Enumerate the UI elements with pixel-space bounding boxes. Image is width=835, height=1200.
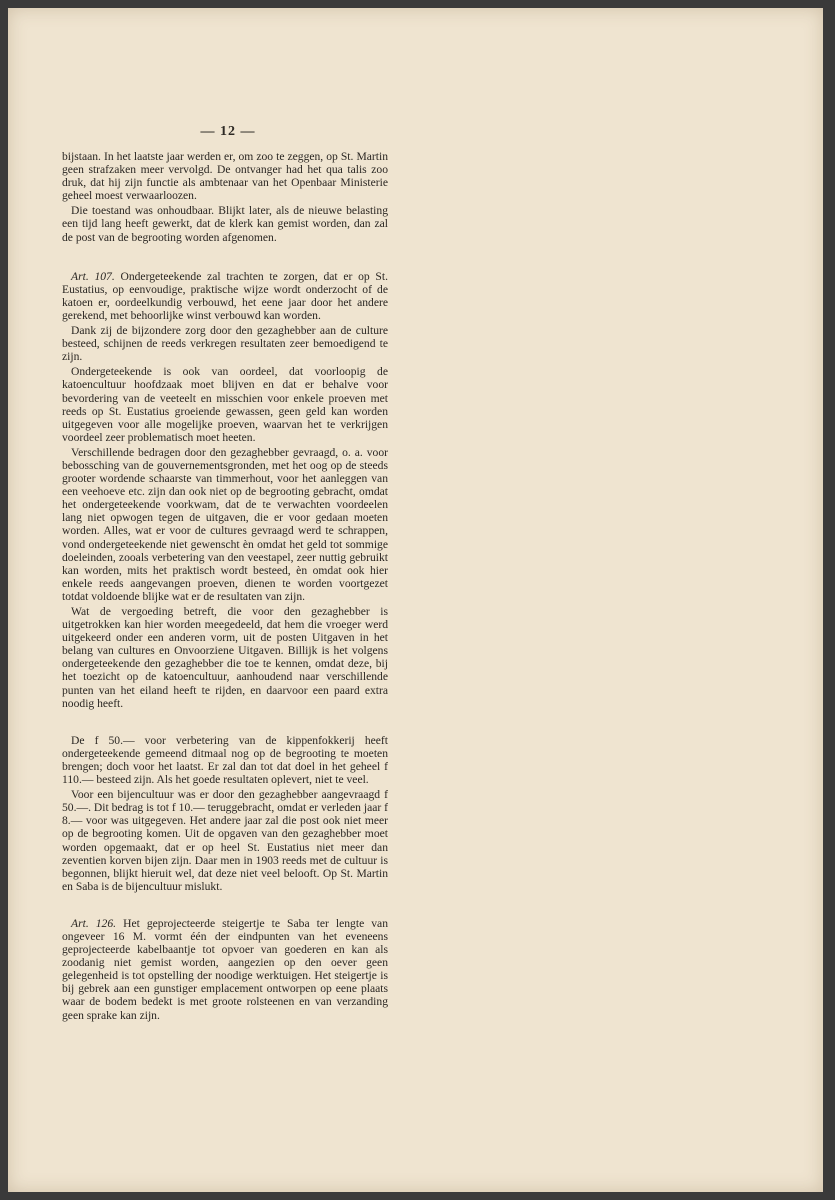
paragraph-text: Ondergeteekende zal trachten te zorgen, dat er op St. Eustatius, op eenvoudige, praktische wijze wordt onderzocht of de katoen er, oordeelkundig verbouwd, het eene jaar door het andere gerekend, met behoorlijke winst verbouwd kan worden. <box>62 269 388 322</box>
page-number: — 12 — <box>200 124 256 139</box>
document-page <box>8 8 823 1192</box>
text-column <box>62 150 388 1024</box>
article-label: Art. 126. <box>71 916 117 930</box>
paragraph: bijstaan. In het laatste jaar werden er, om zoo te zeggen, op St. Martin geen strafzaken meer vervolgd. De ontvanger had het qua talis zoo druk, dat hij zijn functie als ambtenaar van het Openbaar Ministerie geheel moest verwaarloozen. <box>62 150 388 203</box>
paragraph: Voor een bijencultuur was er door den gezaghebber aangevraagd f 50.—. Dit bedrag is tot f 10.— teruggebracht, omdat er verleden jaar f 8.— voor was uitgegeven. Het andere jaar zal die post ook niet meer op de begrooting komen. Uit de opgaven van den gezaghebber moet worden opgemaakt, dat er op heel St. Eustatius niet meer dan zeventien korven bijen zijn. Daar men in 1903 reeds met de cultuur is begonnen, blijkt hieruit wel, dat deze niet veel belooft. Op St. Martin en Saba is de bijencultuur mislukt. <box>62 788 388 893</box>
paragraph-text: Het geprojecteerde steigertje te Saba ter lengte van ongeveer 16 M. vormt één der eindpunten van het eveneens geprojecteerde kabelbaantje tot opvoer van goederen en kan als zoodanig niet gemist worden, aangezien op den oever geen gelegenheid is tot opstelling der noodige werktuigen. Het steigertje is bij gebrek aan een gunstiger emplacement ontworpen op eene plaats waar de bodem bedekt is met groote rolsteenen en van verzanding geen sprake kan zijn. <box>62 916 389 1022</box>
paragraph: Verschillende bedragen door den gezaghebber gevraagd, o. a. voor bebossching van de gouvernementsgronden, met het oog op de steeds grooter wordende schaarste van timmerhout, voor het aanleggen van een veehoeve etc. zijn dan ook niet op de begrooting gebracht, omdat het ondergeteekende voorkwam, dat de te verwachten voordeelen lang niet opwogen tegen de uitgaven, die er voor gedaan moeten worden. Alles, wat er voor de cultures gevraagd werd te schrappen, vond ondergeteekende niet gewenscht èn omdat het geld tot sommige doeleinden, zooals verbetering van den veestapel, zeer nuttig gebruikt kan worden, mits het praktisch wordt besteed, èn omdat ook hier enkele reeds aangevangen proeven, dienen te worden voortgezet totdat voldoende blijke wat er de resultaten van zijn. <box>62 445 388 603</box>
paragraph: Die toestand was onhoudbaar. Blijkt later, als de nieuwe belasting een tijd lang heeft gewerkt, dat de klerk kan gemist worden, dan zal de post van de begrooting worden afgenomen. <box>62 204 388 244</box>
paragraph: De f 50.— voor verbetering van de kippenfokkerij heeft ondergeteekende gemeend ditmaal nog op de begrooting te moeten brengen; doch voor het laatst. Er zal dan tot dat doel in het geheel f 110.— besteed zijn. Als het goede resultaten oplevert, niet te veel. <box>62 733 388 787</box>
paragraph: Ondergeteekende is ook van oordeel, dat voorloopig de katoencultuur hoofdzaak moet blijven en dat er behalve voor bevordering van de veeteelt en misschien voor enkele proeven met reeds op St. Eustatius groeiende gewassen, geen geld kan worden uitgegeven voor alle mogelijke proeven, waarvan het te verkrijgen voordeel zeer problematisch moet heeten. <box>62 365 388 444</box>
article-label: Art. 107. <box>71 269 115 283</box>
paragraph: Dank zij de bijzondere zorg door den gezaghebber aan de culture besteed, schijnen de reeds verkregen resultaten zeer bemoedigend te zijn. <box>62 324 388 364</box>
article-paragraph <box>62 270 388 322</box>
paragraph: Wat de vergoeding betreft, die voor den gezaghebber is uitgetrokken kan hier worden meegedeeld, dat hem die vroeger werd uitgekeerd onder een anderen vorm, uit de posten Uitgaven in het belang van cultures en Onvoorziene Uitgaven. Billijk is het volgens ondergeteekende den gezaghebber die toe te kennen, omdat deze, bij het toezicht op de katoencultuur, aanhoudend naar verschillende punten van het eiland heeft te rijden, en daarvoor een paard extra noodig heeft. <box>62 605 388 710</box>
article-paragraph <box>62 917 388 1022</box>
